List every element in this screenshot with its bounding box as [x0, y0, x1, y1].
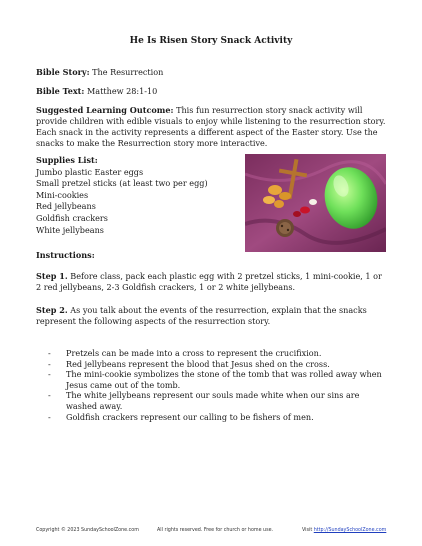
snack-photo-illustration: [245, 154, 386, 252]
step-1-paragraph: [36, 271, 388, 293]
dash-marker: -: [48, 358, 51, 369]
bible-text-label: Bible Text:: [36, 86, 85, 96]
footer-rights: All rights reserved. Free for church or home use.: [157, 528, 274, 533]
list-item: - The mini-cookie symbolizes the stone of the tomb that was rolled away when Jesus came out of the tomb.: [48, 369, 382, 390]
dash-marker: -: [48, 348, 51, 358]
supplies-list: [36, 155, 208, 236]
bible-text-value: Matthew 28:1-10: [84, 86, 158, 96]
step-2-label: Step 2.: [36, 305, 68, 315]
snack-meaning-list: [48, 348, 393, 422]
step-2-paragraph: [36, 305, 388, 327]
supply-item: Jumbo plastic Easter eggs: [36, 166, 144, 177]
footer-copyright: Copyright © 2023 SundaySchoolZone.com: [36, 528, 139, 533]
supplies-heading: Supplies List:: [36, 155, 98, 165]
bible-story-line: [36, 67, 163, 78]
bible-story-label: Bible Story:: [36, 67, 90, 77]
list-item: - Red jellybeans represent the blood that Jesus shed on the cross.: [48, 358, 330, 369]
step-1-label: Step 1.: [36, 271, 68, 281]
step-1-text: Before class, pack each plastic egg with 2 pretzel sticks, 1 mini-cookie, 1 or 2 red jellybeans, 2-3 Goldfish crackers, 1 or 2 white jellybeans.: [36, 271, 382, 292]
learning-outcome-label: Suggested Learning Outcome:: [36, 105, 174, 115]
supply-item: Mini-cookies: [36, 189, 89, 200]
learning-outcome-paragraph: [36, 105, 388, 149]
list-item: - Pretzels can be made into a cross to represent the crucifixion.: [48, 348, 322, 358]
mini-cookie: [276, 219, 294, 237]
list-item: - Goldfish crackers represent our calling to be fishers of men.: [48, 411, 314, 422]
supply-item: White jellybeans: [36, 224, 104, 235]
footer-website-link[interactable]: http://SundaySchoolZone.com: [313, 528, 387, 533]
bible-story-value: The Resurrection: [89, 67, 164, 77]
bible-text-line: [36, 86, 157, 97]
dash-marker: -: [48, 411, 51, 422]
document-title: He Is Risen Story Snack Activity: [129, 36, 293, 46]
learning-outcome-text: This fun resurrection story snack activity will provide children with edible visuals to enjoy while listening to the resurrection story. Each snack in the activity represents a different aspect of the Easter story. Use the snacks to make the Resurrection story more interactive.: [36, 105, 386, 148]
step-2-text: As you talk about the events of the resurrection, explain that the snacks represent the following aspects of the resurrection story.: [36, 305, 367, 326]
supply-item: Red jellybeans: [36, 201, 96, 212]
snack-photo: [245, 154, 386, 252]
footer-visit: [302, 528, 386, 533]
supply-item: Small pretzel sticks (at least two per egg): [36, 178, 208, 189]
list-item: - The white jellybeans represent our souls made white when our sins are washed away.: [48, 390, 360, 411]
footer-visit-label: Visit: [302, 528, 314, 533]
dash-marker: -: [48, 390, 51, 401]
dash-marker: -: [48, 369, 51, 380]
supply-item: Goldfish crackers: [36, 212, 108, 223]
instructions-heading: Instructions:: [36, 250, 95, 260]
white-jellybean: [309, 199, 317, 205]
